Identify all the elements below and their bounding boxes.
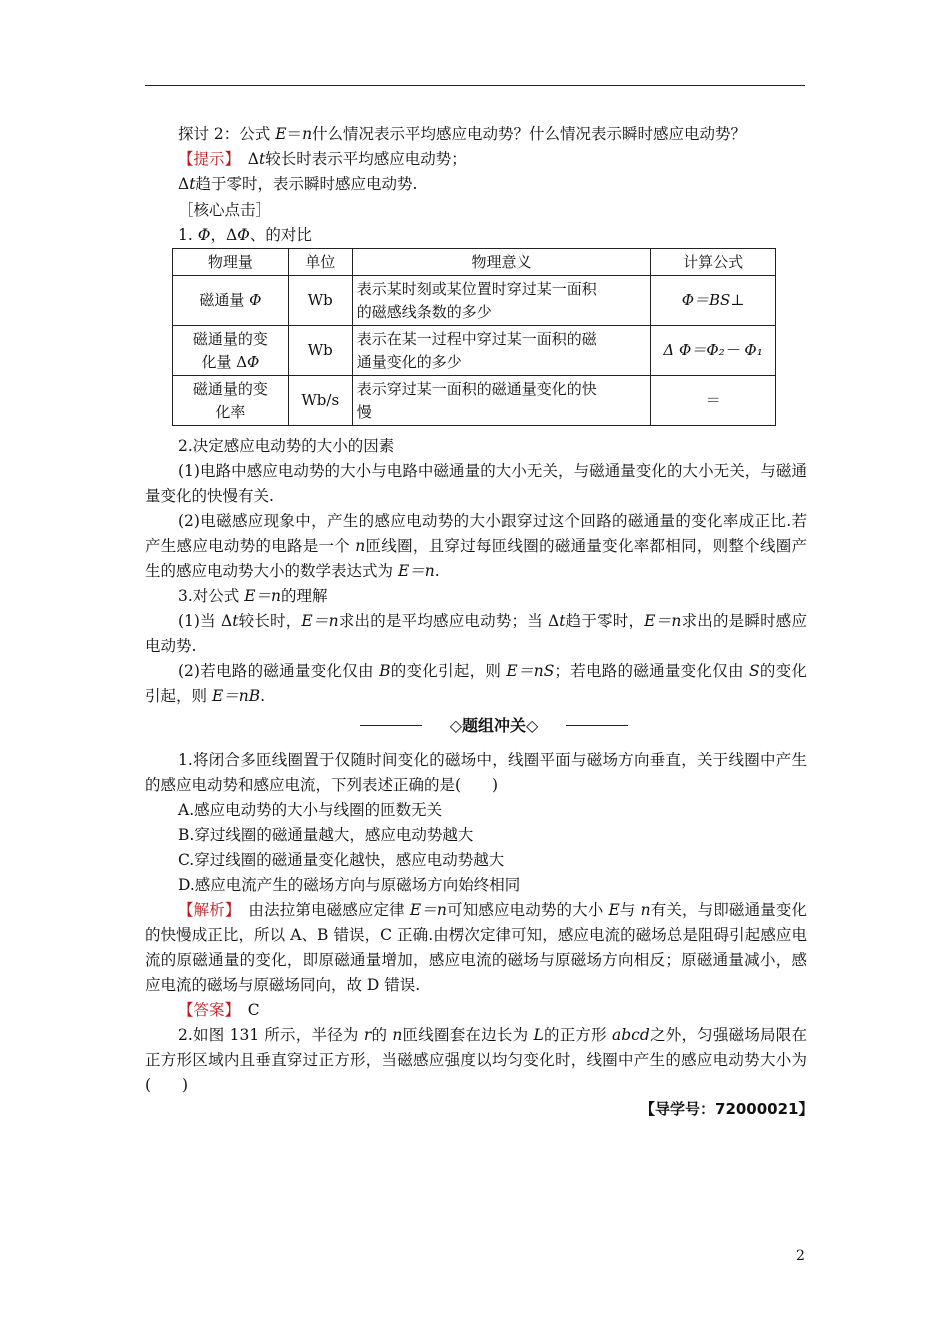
- question-1-option-a: A.感应电动势的大小与线圈的匝数无关: [178, 801, 443, 819]
- table-row: [173, 326, 776, 376]
- section-1-title: 1. Φ，ΔΦ、的对比: [178, 226, 312, 244]
- section-2-title: 2.决定感应电动势的大小的因素: [178, 437, 395, 455]
- header-formula: 计算公式: [651, 249, 776, 276]
- question-1-option-c: C.穿过线圈的磁通量变化越快，感应电动势越大: [178, 851, 505, 869]
- table-header-row: [173, 249, 776, 276]
- header-meaning: 物理意义: [352, 249, 650, 276]
- question-1-option-b: B.穿过线圈的磁通量越大，感应电动势越大: [178, 826, 474, 844]
- discussion-question: 探讨 2：公式 E＝n什么情况表示平均感应电动势？什么情况表示瞬时感应电动势？: [178, 125, 747, 143]
- banner-right-line: [566, 725, 628, 726]
- row-unit: Wb: [288, 276, 352, 326]
- header-quantity: 物理量: [173, 249, 289, 276]
- comparison-table: [172, 248, 776, 426]
- row-unit: Wb/s: [288, 376, 352, 426]
- question-2-stem: 2.如图 131 所示，半径为 r的 n匝线圈套在边长为 L的正方形 abcd之外，匀强磁场局限在正方形区域内且垂直穿过正方形，当磁感应强度以均匀变化时，线圈中产生的感应电动势大小为( ): [145, 1026, 807, 1094]
- hint-line-1: 【提示】 Δt较长时表示平均感应电动势；: [178, 150, 467, 168]
- answer-label: 【答案】: [178, 1001, 233, 1019]
- analysis-label: 【解析】: [178, 901, 233, 919]
- row-quantity: 磁通量 Φ: [173, 276, 289, 326]
- question-1-analysis: 【解析】 由法拉第电磁感应定律 E＝n可知感应电动势的大小 E与 n有关，与即磁通量变化的快慢成正比，所以 A、B 错误，C 正确.由楞次定律可知，感应电流的磁场总是阻碍引起感应电流的原磁通量的变化，即原磁通量增加，感应电流的磁场与原磁场方向相反；原磁通量减小，感应电流的磁场与原磁场同向，故 D 错误.: [145, 901, 807, 994]
- section-2-paragraph-2: (2)电磁感应现象中，产生的感应电动势的大小跟穿过这个回路的磁通量的变化率成正比.若产生感应电动势的电路是一个 n匝线圈，且穿过每匝线圈的磁通量变化率都相同，则整个线圈产生的感应电动势大小的数学表达式为 E＝n.: [145, 512, 807, 580]
- row-meaning: 表示在某一过程中穿过某一面积的磁 通量变化的多少: [352, 326, 650, 376]
- page-number: 2: [796, 1248, 805, 1264]
- section-2-paragraph-1: (1)电路中感应电动势的大小与电路中磁通量的大小无关，与磁通量变化的大小无关，与磁通量变化的快慢有关.: [145, 462, 807, 505]
- header-rule: [145, 85, 805, 86]
- section-3-paragraph-1: (1)当 Δt较长时，E＝n求出的是平均感应电动势；当 Δt趋于零时，E＝n求出的是瞬时感应电动势.: [145, 612, 807, 655]
- core-heading: ［核心点击］: [178, 201, 272, 219]
- question-1-option-d: D.感应电流产生的磁场方向与原磁场方向始终相同: [178, 876, 521, 894]
- question-1-stem: 1.将闭合多匝线圈置于仅随时间变化的磁场中，线圈平面与磁场方向垂直，关于线圈中产生的感应电动势和感应电流，下列表述正确的是( ): [145, 751, 807, 794]
- header-unit: 单位: [288, 249, 352, 276]
- hint-line-2: Δt趋于零时，表示瞬时感应电动势.: [178, 175, 418, 193]
- question-1-answer: 【答案】 C: [178, 1001, 260, 1019]
- row-formula: Φ＝BS⊥: [651, 276, 776, 326]
- section-3-paragraph-2: (2)若电路的磁通量变化仅由 B的变化引起，则 E＝nS；若电路的磁通量变化仅由 S的变化引起，则 E＝nB.: [145, 662, 807, 705]
- row-meaning: 表示穿过某一面积的磁通量变化的快 慢: [352, 376, 650, 426]
- table-row: [173, 376, 776, 426]
- row-meaning: 表示某时刻或某位置时穿过某一面积 的磁感线条数的多少: [352, 276, 650, 326]
- row-quantity: 磁通量的变 化量 ΔΦ: [173, 326, 289, 376]
- banner-title: ◇题组冲关◇: [449, 716, 539, 735]
- row-unit: Wb: [288, 326, 352, 376]
- table-row: [173, 276, 776, 326]
- section-3-title: 3.对公式 E＝n的理解: [178, 587, 328, 605]
- hint-label: 【提示】: [178, 150, 233, 168]
- banner-left-line: [360, 725, 422, 726]
- section-banner: [360, 714, 628, 738]
- row-quantity: 磁通量的变 化率: [173, 376, 289, 426]
- row-formula: ＝: [651, 376, 776, 426]
- row-formula: Δ Φ＝Φ₂－ Φ₁: [651, 326, 776, 376]
- guide-number: 【导学号：72000021】: [640, 1100, 814, 1118]
